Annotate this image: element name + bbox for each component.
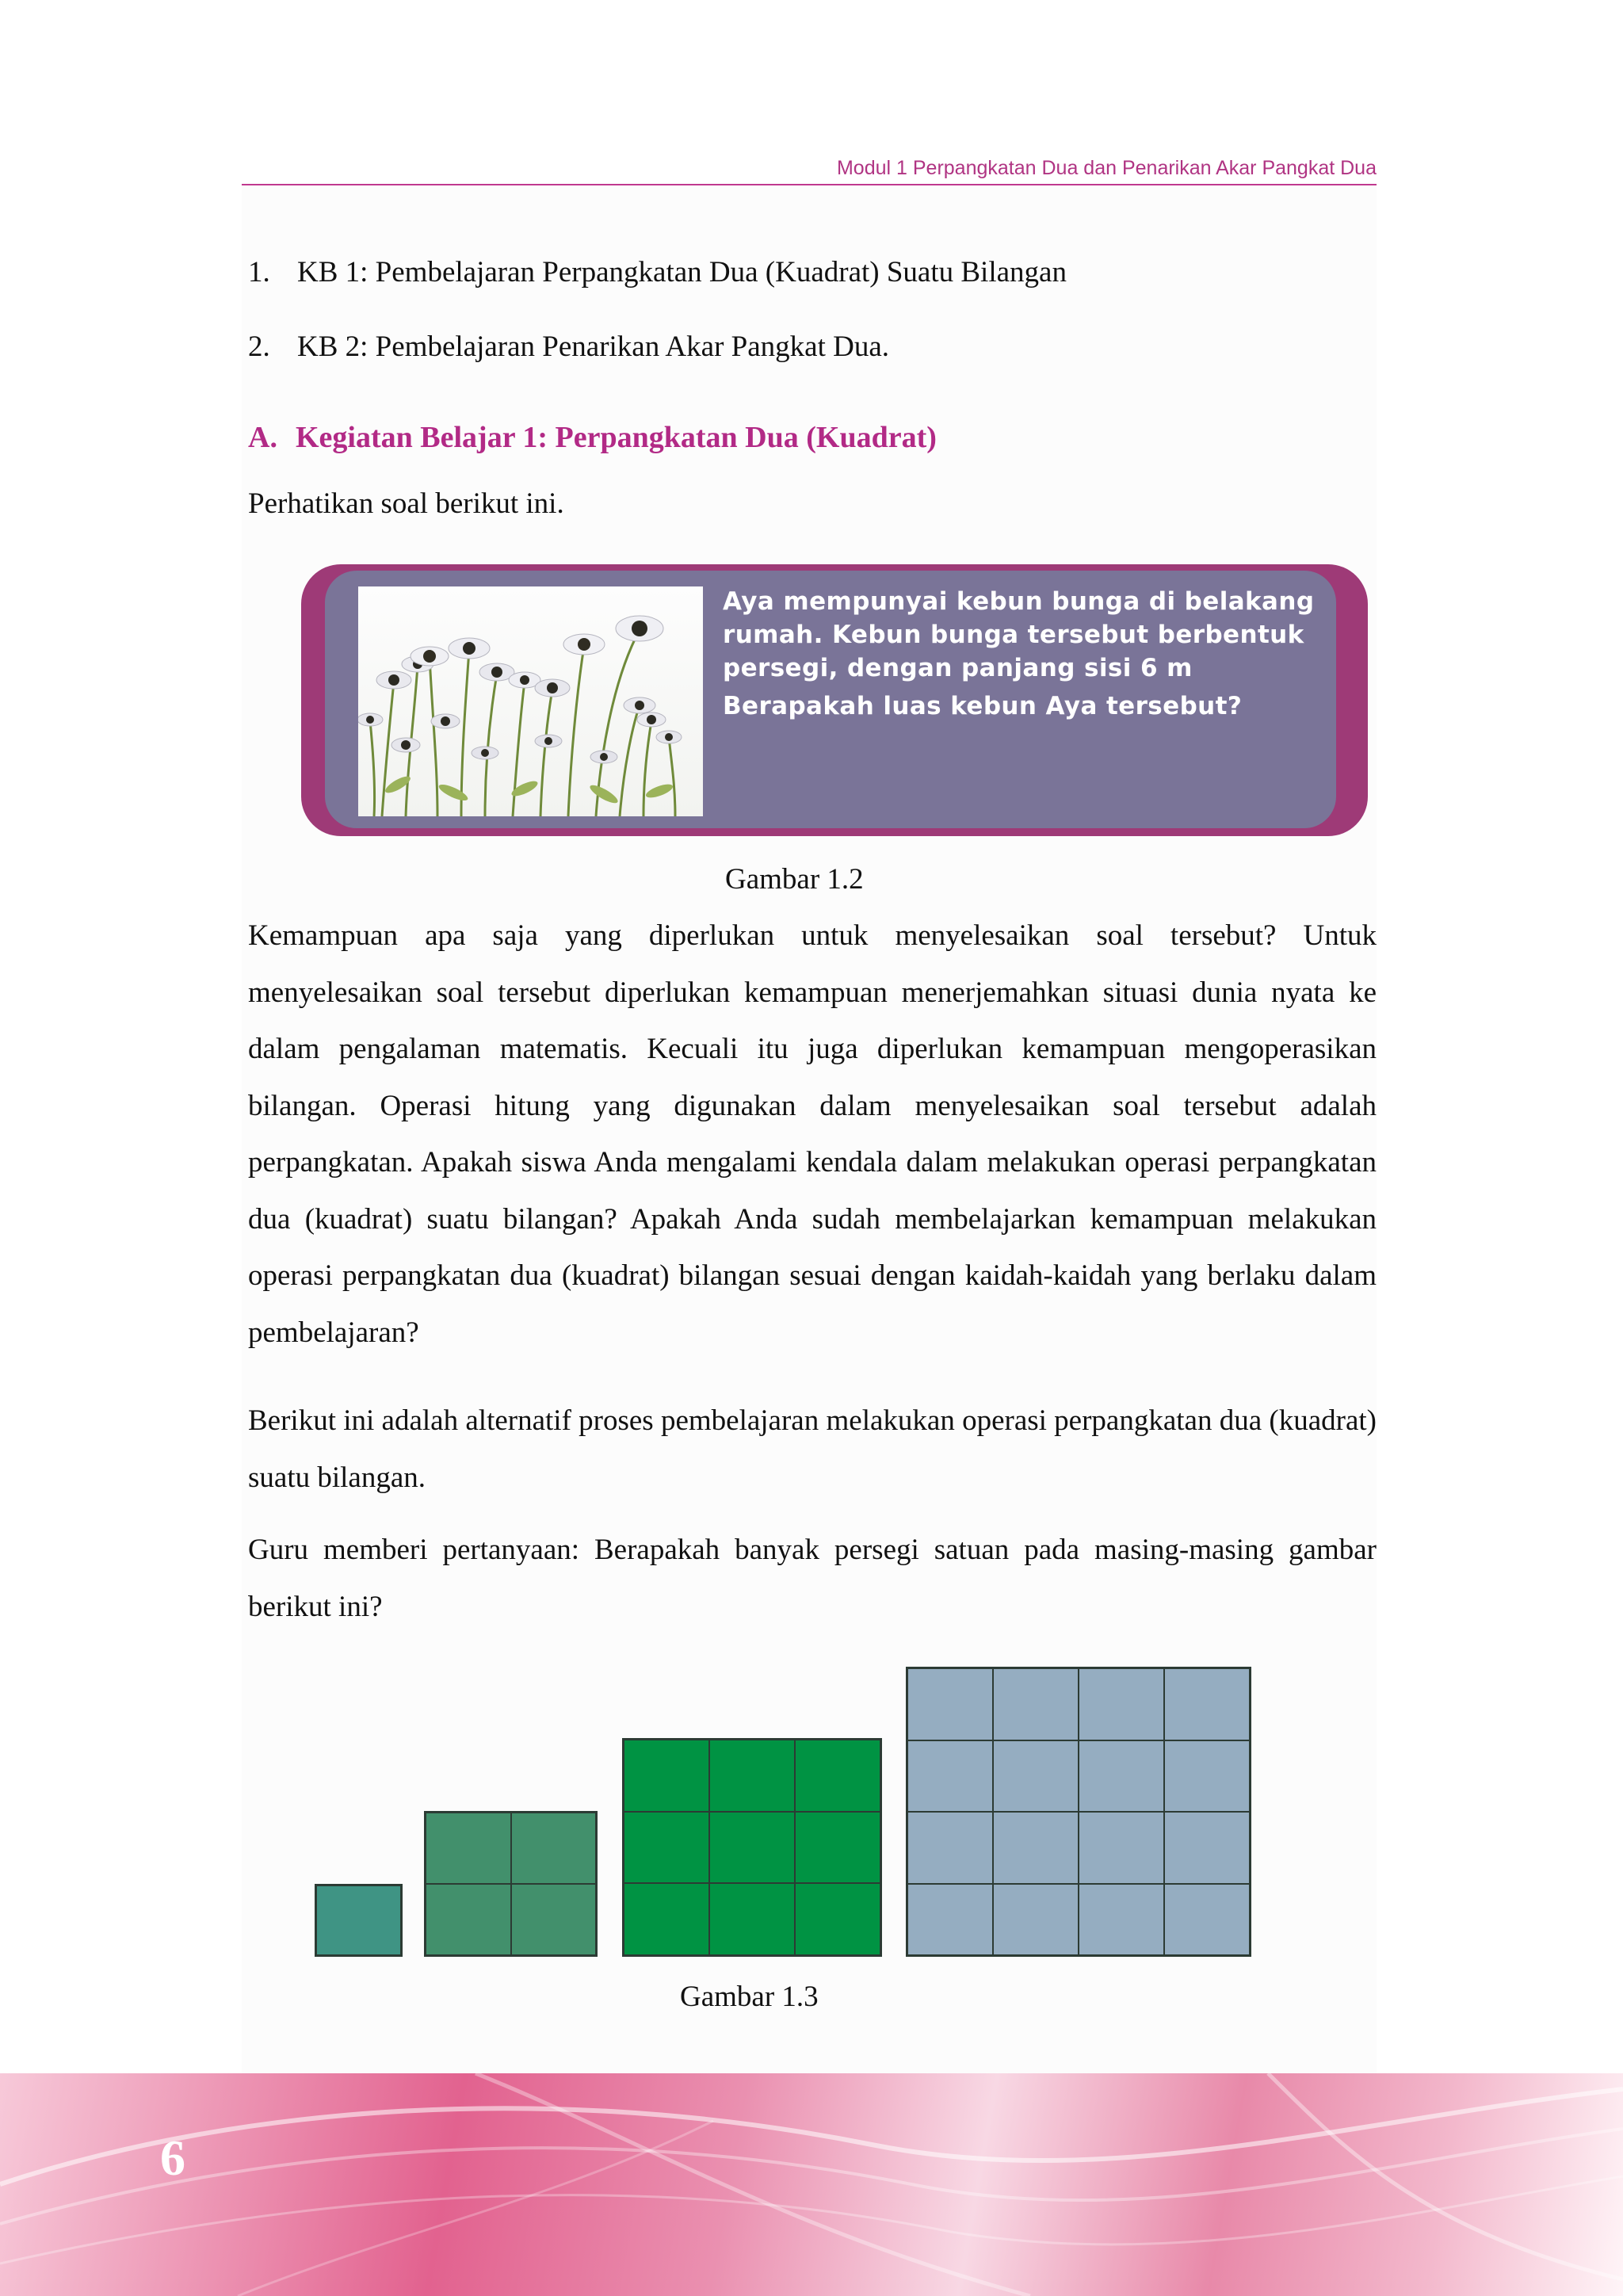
daisy-flowers-photo xyxy=(358,586,703,816)
unit-square xyxy=(907,1812,993,1884)
unit-square xyxy=(1164,1668,1250,1740)
problem-line: Aya mempunyai kebun bunga di belakang xyxy=(723,587,1315,616)
unit-square xyxy=(993,1668,1079,1740)
unit-square xyxy=(1164,1812,1250,1884)
paragraph: Berikut ini adalah alternatif proses pembelajaran melakukan operasi perpangkatan dua (kuadrat) suatu bilangan. xyxy=(248,1404,1377,1494)
unit-square xyxy=(709,1812,795,1884)
problem-text xyxy=(723,585,1325,723)
unit-square xyxy=(795,1740,880,1812)
unit-square xyxy=(1164,1740,1250,1813)
unit-square xyxy=(1079,1812,1164,1884)
unit-square xyxy=(709,1883,795,1955)
unit-square xyxy=(993,1812,1079,1884)
paragraph: Kemampuan apa saja yang diperlukan untuk menyelesaikan soal tersebut? Untuk menyelesaikan soal tersebut diperlukan kemampuan menerjemahkan situasi dunia nyata ke dalam pengalaman matematis. Kecuali itu juga diperlukan kemampuan mengoperasikan bilangan. Operasi hitung yang digunakan dalam menyelesaikan soal tersebut adalah perpangkatan. Apakah siswa Anda mengalami kendala dalam melakukan operasi perpangkatan dua (kuadrat) suatu bilangan? Apakah Anda sudah membelajarkan kemampuan melakukan operasi perpangkatan dua (kuadrat) bilangan sesuai dengan kaidah-kaidah yang berlaku dalam pembelajaran? xyxy=(248,919,1377,1349)
list-item xyxy=(248,330,889,365)
unit-square xyxy=(316,1885,401,1955)
unit-square xyxy=(511,1813,597,1884)
section-heading xyxy=(248,420,937,455)
header-title: Modul 1 Perpangkatan Dua dan Penarikan Akar Pangkat Dua xyxy=(836,157,1377,179)
square-1x1 xyxy=(315,1884,403,1957)
square-3x3 xyxy=(622,1738,882,1957)
square-2x2 xyxy=(424,1811,598,1957)
footer-wave-decoration xyxy=(0,2073,1623,2296)
unit-square xyxy=(709,1740,795,1812)
unit-square xyxy=(1079,1668,1164,1740)
problem-line: persegi, dengan panjang sisi 6 m xyxy=(723,654,1193,682)
list-number: 1. xyxy=(248,256,270,288)
unit-square xyxy=(1164,1884,1250,1956)
unit-square xyxy=(907,1668,993,1740)
running-header xyxy=(242,155,1377,185)
unit-square xyxy=(511,1884,597,1955)
unit-square xyxy=(1079,1740,1164,1813)
paragraph: Guru memberi pertanyaan: Berapakah banyak persegi satuan pada masing-masing gambar berikut ini? xyxy=(248,1534,1377,1623)
problem-line: Berapakah luas kebun Aya tersebut? xyxy=(723,692,1243,720)
list-text: KB 1: Pembelajaran Perpangkatan Dua (Kuadrat) Suatu Bilangan xyxy=(297,256,1067,288)
unit-square xyxy=(993,1740,1079,1813)
unit-square xyxy=(624,1812,709,1884)
unit-square xyxy=(795,1883,880,1955)
list-number: 2. xyxy=(248,330,270,363)
daisy-illustration xyxy=(358,586,703,816)
section-letter: A. xyxy=(248,421,277,454)
page-number: 6 xyxy=(160,2130,185,2186)
unit-square xyxy=(907,1740,993,1813)
footer-band xyxy=(0,2073,1623,2296)
square-4x4 xyxy=(906,1667,1251,1957)
unit-square xyxy=(907,1884,993,1956)
unit-square xyxy=(426,1813,511,1884)
unit-square xyxy=(795,1812,880,1884)
list-text: KB 2: Pembelajaran Penarikan Akar Pangkat Dua. xyxy=(297,330,889,363)
intro-text: Perhatikan soal berikut ini. xyxy=(248,487,564,520)
unit-square xyxy=(624,1740,709,1812)
problem-line: rumah. Kebun bunga tersebut berbentuk xyxy=(723,621,1304,649)
unit-square xyxy=(624,1883,709,1955)
list-item xyxy=(248,255,1067,290)
unit-square xyxy=(1079,1884,1164,1956)
section-title: Kegiatan Belajar 1: Perpangkatan Dua (Kuadrat) xyxy=(296,421,937,454)
figure-caption: Gambar 1.3 xyxy=(680,1981,819,2013)
unit-square xyxy=(426,1884,511,1955)
figure-caption: Gambar 1.2 xyxy=(725,863,864,896)
unit-square xyxy=(993,1884,1079,1956)
